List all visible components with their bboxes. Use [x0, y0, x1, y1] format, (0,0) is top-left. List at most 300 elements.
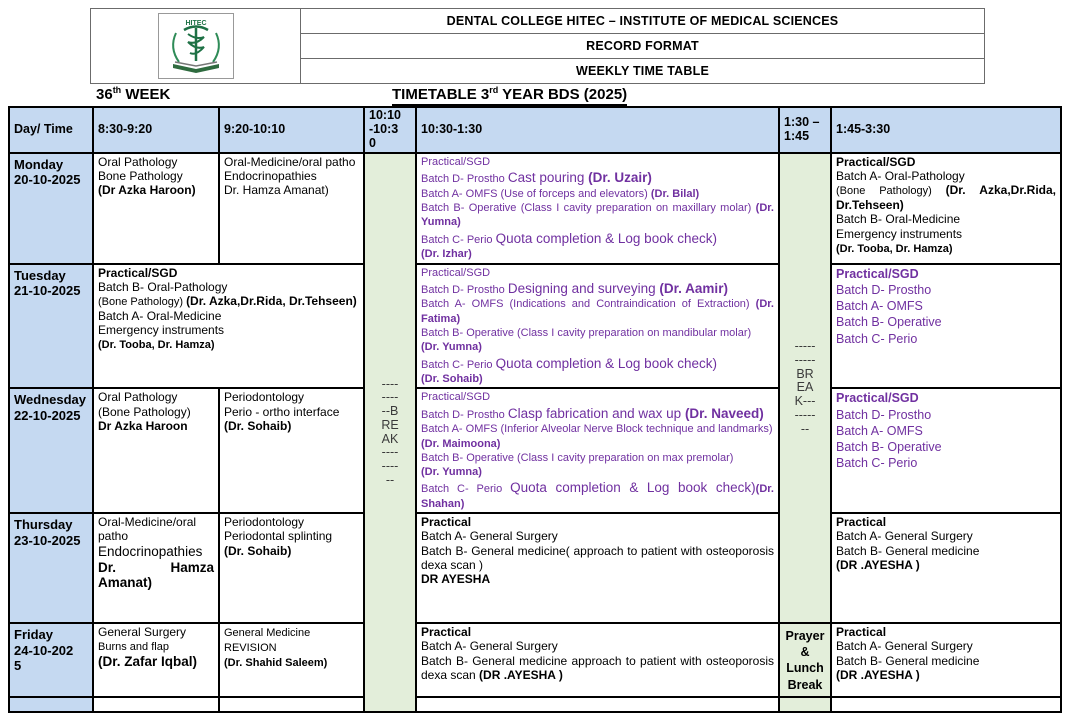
- cell-line: [98, 405, 214, 419]
- cell-text: (Dr. Aamir): [659, 280, 728, 296]
- cell-text: Bone Pathology: [98, 169, 183, 184]
- cell-line: [421, 326, 774, 340]
- cell-line: [98, 337, 359, 352]
- cell-line: [784, 340, 826, 354]
- column-header-break-1: [364, 107, 416, 153]
- timetable-row: [9, 264, 1061, 389]
- cell-text: Periodontal splinting: [224, 529, 333, 544]
- cell-text: Batch A- OMFS (Indications and Contraindication of Extraction): [421, 298, 756, 311]
- cell-text: (DR .AYESHA ): [479, 667, 563, 682]
- cell-text: (Dr. Sohaib): [224, 543, 292, 558]
- cell-text: -10:3: [369, 122, 399, 137]
- cell-text: Designing and surveying: [507, 280, 660, 296]
- cell-text: Batch A- OMFS: [836, 299, 923, 314]
- cell-text: Batch C- Perio: [421, 233, 496, 246]
- cell-line: [836, 407, 1056, 423]
- cell-text: Clasp fabrication and wax up: [507, 405, 685, 421]
- timetable-title: [392, 85, 627, 106]
- prayer-lunch-break-cell: [779, 623, 831, 697]
- cell-text: Tuesday: [14, 267, 66, 283]
- cell-line: [784, 381, 826, 395]
- cell-line: [14, 392, 88, 407]
- cell-line: [421, 572, 774, 586]
- cell-text: (Dr. Shahan): [421, 483, 774, 511]
- cell-line: [421, 187, 774, 201]
- cell-line: [14, 408, 88, 423]
- week-label: [96, 85, 170, 103]
- cell-text: REVISION: [224, 642, 277, 655]
- cell-text: Burns and flap: [98, 641, 169, 654]
- hitec-logo: [158, 13, 234, 79]
- column-header-day-time: [9, 107, 93, 153]
- timetable-row: [9, 697, 1061, 712]
- cell-line: [836, 183, 1056, 212]
- cell-line: [421, 247, 774, 261]
- cell-line: [421, 465, 774, 479]
- cell-line: [224, 419, 359, 433]
- cell-line: [836, 314, 1056, 330]
- cell-text: Batch C- Perio: [421, 483, 511, 496]
- cell-text: (Bone Pathology): [98, 404, 191, 419]
- cell-text: (Dr. Yumna): [421, 202, 774, 229]
- timetable-cell: [831, 153, 1061, 264]
- morning-break-cell: [364, 153, 416, 712]
- cell-line: [369, 109, 411, 123]
- cell-text: Batch D- Prostho: [421, 173, 508, 186]
- cell-text: Batch A- Oral-Medicine: [98, 308, 222, 323]
- cell-line: [421, 544, 774, 572]
- cell-text: Dr Azka Haroon: [98, 418, 188, 433]
- cell-line: [224, 155, 359, 169]
- cell-text: 24-10-202: [14, 642, 74, 658]
- cell-text: K---: [794, 394, 816, 409]
- cell-line: [421, 297, 774, 326]
- cell-text: Batch A- OMFS: [836, 423, 923, 438]
- cell-line: [421, 355, 774, 373]
- cell-text: 9:20-10:10: [224, 122, 286, 137]
- timetable-cell: [219, 513, 364, 623]
- cell-text: General Surgery: [98, 625, 187, 640]
- cell-text: Oral-Medicine/oral patho: [98, 515, 197, 544]
- cell-line: [836, 529, 1056, 543]
- weekly-timetable-label: WEEKLY TIME TABLE: [575, 64, 710, 78]
- cell-line: [224, 405, 359, 419]
- timetable-row: [9, 107, 1061, 153]
- cell-line: [836, 625, 1056, 639]
- cell-text: Perio - ortho interface: [224, 404, 340, 419]
- cell-text: Practical/SGD: [98, 265, 178, 280]
- cell-text: (Dr. Yumna): [421, 466, 482, 479]
- cell-line: [369, 405, 411, 419]
- cell-line: [421, 529, 774, 543]
- cell-line: [784, 423, 826, 437]
- timetable-row: [9, 513, 1061, 623]
- cell-line: [784, 395, 826, 409]
- timetable-cell: [219, 153, 364, 264]
- cell-line: [224, 625, 359, 640]
- cell-text: Emergency instruments: [836, 226, 963, 241]
- cell-line: [98, 390, 214, 404]
- cell-text: Practical/SGD: [836, 266, 919, 281]
- timetable-cell: [831, 697, 1061, 712]
- cell-text: Prayer & Lunch Break: [785, 628, 825, 692]
- cell-text: Thursday: [14, 517, 73, 533]
- cell-line: [98, 625, 214, 639]
- cell-line: [369, 446, 411, 460]
- cell-line: [14, 643, 88, 658]
- cell-line: [369, 378, 411, 392]
- cell-text: Emergency instruments: [98, 323, 225, 338]
- cell-text: Endocrinopathies: [98, 543, 203, 559]
- day-cell-monday: [9, 153, 93, 264]
- cell-text: ----: [381, 459, 399, 474]
- caduceus-icon: [166, 17, 226, 75]
- cell-line: [836, 423, 1056, 439]
- cell-text: Batch A- OMFS (Inferior Alveolar Nerve Block technique and landmarks): [421, 423, 773, 436]
- cell-text: (Dr. Fatima): [421, 298, 774, 325]
- cell-text: 1:45-3:30: [836, 122, 891, 137]
- cell-line: [784, 409, 826, 423]
- cell-text: Quota completion & Log book check): [495, 355, 717, 371]
- cell-line: [98, 515, 214, 543]
- cell-text: Batch A- OMFS (Use of forceps and elevators): [421, 187, 651, 200]
- cell-line: [369, 433, 411, 447]
- timetable-ordinal-suffix: rd: [489, 85, 499, 95]
- cell-line: [836, 544, 1056, 558]
- cell-text: (Dr. Zafar Iqbal): [98, 654, 198, 670]
- cell-text: Batch B- General medicine approach to patient with osteoporosis dexa scan: [421, 653, 774, 682]
- cell-line: [421, 340, 774, 354]
- column-header-period-4: [831, 107, 1061, 153]
- timetable-cell: [779, 697, 831, 712]
- cell-text: Batch A- General Surgery: [421, 529, 558, 544]
- cell-line: [224, 640, 359, 655]
- cell-text: Batch C- Perio: [421, 358, 496, 371]
- cell-text: Practical/SGD: [836, 391, 919, 406]
- cell-line: [14, 533, 88, 548]
- timetable-row: [9, 623, 1061, 697]
- cell-line: [98, 639, 214, 654]
- cell-text: 20-10-2025: [14, 172, 81, 188]
- cell-line: [784, 116, 826, 130]
- cell-line: [98, 155, 214, 169]
- cell-text: 0: [369, 135, 376, 150]
- timetable-cell: [416, 388, 779, 513]
- cell-line: [421, 201, 774, 230]
- cell-text: Batch B- General medicine: [836, 543, 980, 558]
- cell-line: [836, 515, 1056, 529]
- timetable-cell: [93, 264, 364, 389]
- empty-day-cell: [9, 697, 93, 712]
- cell-line: [98, 560, 214, 592]
- timetable-cell: [416, 513, 779, 623]
- record-format-label: RECORD FORMAT: [301, 34, 984, 59]
- cell-text: -----: [794, 352, 816, 367]
- cell-line: [836, 169, 1056, 183]
- cell-line: [421, 123, 774, 137]
- cell-text: -----: [794, 407, 816, 422]
- cell-text: Batch A- Oral-Pathology: [836, 169, 965, 184]
- cell-line: [421, 280, 774, 298]
- cell-text: Practical/SGD: [421, 266, 491, 279]
- timetable-cell: [416, 697, 779, 712]
- timetable-cell: [93, 623, 219, 697]
- cell-line: [224, 529, 359, 543]
- cell-line: [421, 654, 774, 682]
- cell-text: Batch B- Operative (Class I cavity preparation on mandibular molar): [421, 327, 752, 340]
- cell-line: [14, 268, 88, 283]
- column-header-period-1: [93, 107, 219, 153]
- cell-text: Practical/SGD: [836, 155, 916, 169]
- day-cell-tuesday: [9, 264, 93, 389]
- cell-text: Batch B- Operative: [836, 315, 942, 330]
- cell-line: [836, 654, 1056, 668]
- cell-text: Cast pouring: [507, 170, 589, 186]
- cell-line: [836, 282, 1056, 298]
- cell-text: (Bone Pathology): [98, 295, 187, 308]
- cell-text: General Medicine: [224, 627, 311, 640]
- cell-line: [98, 294, 359, 309]
- cell-text: --: [385, 472, 395, 487]
- cell-text: ----: [381, 376, 399, 391]
- cell-text: 21-10-2025: [14, 282, 81, 298]
- cell-text: 1:45: [784, 129, 810, 143]
- cell-text: DR AYESHA: [421, 571, 491, 586]
- cell-text: -----: [794, 339, 816, 354]
- cell-line: [369, 460, 411, 474]
- column-header-period-2: [219, 107, 364, 153]
- cell-text: ----: [381, 445, 399, 460]
- banner-text-rows: [301, 9, 984, 83]
- cell-line: [14, 172, 88, 187]
- cell-text: EA: [796, 380, 814, 395]
- cell-line: [14, 658, 88, 673]
- cell-line: [98, 544, 214, 560]
- day-cell-wednesday: [9, 388, 93, 513]
- cell-line: [14, 627, 88, 642]
- afternoon-break-cell: [779, 153, 831, 623]
- cell-line: [421, 372, 774, 386]
- cell-line: [836, 390, 1056, 406]
- cell-text: Practical: [421, 625, 472, 640]
- cell-text: RE: [381, 417, 399, 432]
- timetable-cell: [93, 697, 219, 712]
- cell-line: [421, 230, 774, 248]
- cell-text: 1:30 –: [784, 115, 820, 130]
- week-number: 36: [96, 86, 113, 103]
- college-title: DENTAL COLLEGE HITEC – INSTITUTE OF MEDICAL SCIENCES: [301, 9, 984, 34]
- cell-text: (Dr. Tooba, Dr. Hamza): [98, 339, 215, 352]
- cell-text: Batch D- Prostho: [836, 282, 932, 297]
- week-word: WEEK: [121, 86, 171, 103]
- cell-text: Quota completion & Log book check): [510, 480, 756, 496]
- cell-line: [98, 309, 359, 323]
- cell-text: Endocrinopathies: [224, 169, 317, 184]
- cell-line: [782, 628, 828, 693]
- timetable-cell: [416, 623, 779, 697]
- cell-text: Batch B- Oral-Medicine: [836, 212, 961, 227]
- cell-text: Batch D- Prostho: [421, 283, 508, 296]
- cell-text: Dr. Hamza Amanat): [98, 559, 214, 591]
- cell-text: (DR .AYESHA ): [836, 667, 920, 682]
- cell-line: [836, 558, 1056, 572]
- cell-text: Periodontology: [224, 515, 305, 530]
- timetable-title-suffix: YEAR BDS (2025): [498, 86, 628, 103]
- cell-line: [98, 169, 214, 183]
- cell-line: [14, 157, 88, 172]
- cell-text: (DR .AYESHA ): [836, 557, 920, 572]
- cell-line: [98, 183, 214, 197]
- cell-line: [224, 390, 359, 404]
- timetable-row: [9, 388, 1061, 513]
- cell-text: Oral Pathology: [98, 155, 178, 169]
- timetable-cell: [93, 388, 219, 513]
- cell-line: [421, 266, 774, 280]
- cell-line: [421, 479, 774, 511]
- cell-line: [421, 390, 774, 404]
- cell-text: --B: [381, 404, 399, 419]
- day-cell-thursday: [9, 513, 93, 623]
- cell-text: (Dr. Yumna): [421, 341, 482, 354]
- cell-text: (Dr. Izhar): [421, 248, 472, 261]
- timetable-cell: [416, 264, 779, 389]
- timetable-row: [9, 153, 1061, 264]
- cell-line: [836, 455, 1056, 471]
- cell-text: (Dr. Uzair): [588, 170, 652, 186]
- cell-text: 23-10-2025: [14, 532, 81, 548]
- timetable-cell: [219, 623, 364, 697]
- cell-line: [224, 655, 359, 670]
- timetable-cell: [93, 153, 219, 264]
- cell-text: 5: [14, 657, 22, 673]
- cell-text: Practical: [836, 625, 887, 640]
- cell-text: Batch A- General Surgery: [421, 639, 558, 654]
- cell-text: 8:30-9:20: [98, 122, 153, 137]
- cell-line: [98, 123, 214, 137]
- cell-line: [98, 280, 359, 294]
- cell-line: [14, 283, 88, 298]
- cell-text: Batch C- Perio: [836, 456, 918, 471]
- cell-text: 22-10-2025: [14, 407, 81, 423]
- cell-text: --: [800, 421, 810, 436]
- timetable-cell: [219, 388, 364, 513]
- cell-text: Oral-Medicine/oral patho: [224, 155, 356, 169]
- cell-text: Batch A- General Surgery: [836, 529, 973, 544]
- cell-line: [836, 668, 1056, 682]
- cell-text: (Dr. Sohaib): [421, 373, 483, 386]
- weekly-timetable: [8, 106, 1062, 713]
- cell-line: [836, 123, 1056, 137]
- cell-text: Batch D- Prostho: [836, 407, 932, 422]
- cell-text: (Dr. Tooba, Dr. Hamza): [836, 242, 953, 255]
- cell-line: [224, 515, 359, 529]
- cell-line: [369, 474, 411, 488]
- cell-line: [421, 625, 774, 639]
- cell-line: [224, 169, 359, 183]
- cell-text: Oral Pathology: [98, 390, 178, 405]
- cell-text: BR: [796, 366, 814, 381]
- cell-line: [224, 544, 359, 558]
- cell-line: [98, 654, 214, 670]
- week-ordinal-suffix: th: [112, 85, 122, 95]
- cell-text: Practical: [421, 515, 472, 530]
- cell-text: Practical/SGD: [421, 156, 491, 168]
- cell-text: (Dr. Shahid Saleem): [224, 657, 328, 670]
- cell-text: Periodontology: [224, 390, 305, 405]
- cell-line: [836, 639, 1056, 653]
- cell-line: [836, 155, 1056, 169]
- column-header-break-2: [779, 107, 831, 153]
- cell-line: [14, 123, 88, 137]
- cell-text: (Dr. Azka,Dr.Rida, Dr.Tehseen): [836, 183, 1056, 213]
- cell-text: (Dr. Sohaib): [224, 418, 292, 433]
- cell-text: Day/ Time: [14, 122, 73, 137]
- cell-line: [836, 439, 1056, 455]
- timetable-cell: [416, 153, 779, 264]
- cell-line: [784, 368, 826, 382]
- timetable-title-prefix: TIMETABLE 3: [392, 86, 490, 103]
- cell-text: Batch B- Operative (Class I cavity preparation on max premolar): [421, 451, 734, 464]
- cell-line: [421, 451, 774, 465]
- day-cell-friday: [9, 623, 93, 697]
- cell-text: (Bone Pathology): [836, 185, 946, 198]
- cell-text: Batch B- General medicine: [836, 653, 980, 668]
- cell-line: [369, 123, 411, 137]
- svg-text:HITEC: HITEC: [185, 20, 206, 27]
- cell-line: [836, 331, 1056, 347]
- cell-line: [98, 419, 214, 433]
- cell-text: Friday: [14, 627, 54, 643]
- cell-line: [421, 515, 774, 529]
- cell-line: [421, 169, 774, 187]
- cell-text: (Dr. Azka,Dr.Rida, Dr.Tehseen): [186, 293, 357, 308]
- cell-text: (Dr Azka Haroon): [98, 183, 196, 198]
- timetable-cell: [831, 513, 1061, 623]
- cell-line: [836, 298, 1056, 314]
- cell-text: Batch B- Operative (Class I cavity preparation on maxillary molar): [421, 202, 756, 215]
- cell-line: [98, 266, 359, 280]
- cell-line: [836, 266, 1056, 282]
- logo-cell: [91, 9, 301, 83]
- cell-text: 10:30-1:30: [421, 122, 483, 137]
- cell-text: Batch A- General Surgery: [836, 639, 973, 654]
- cell-text: (Dr. Maimoona): [421, 437, 501, 450]
- cell-line: [784, 354, 826, 368]
- cell-text: Batch C- Perio: [836, 331, 918, 346]
- cell-line: [224, 123, 359, 137]
- header-banner: [90, 8, 985, 84]
- cell-text: Wednesday: [14, 392, 87, 408]
- cell-line: [421, 155, 774, 169]
- cell-line: [224, 183, 359, 197]
- timetable-cell: [831, 623, 1061, 697]
- cell-line: [369, 419, 411, 433]
- cell-text: Quota completion & Log book check): [495, 230, 717, 246]
- cell-text: Practical/SGD: [421, 391, 491, 404]
- cell-line: [421, 639, 774, 653]
- cell-line: [369, 391, 411, 405]
- cell-text: Batch B- Oral-Pathology: [98, 279, 228, 294]
- cell-text: 10:10: [369, 108, 401, 123]
- cell-text: (Dr. Naveed): [684, 405, 764, 421]
- cell-line: [421, 405, 774, 423]
- cell-line: [836, 212, 1056, 226]
- cell-text: Batch D- Prostho: [421, 408, 508, 421]
- cell-text: AK: [381, 431, 399, 446]
- cell-text: Batch B- General medicine( approach to patient with osteoporosis dexa scan ): [421, 543, 774, 572]
- timetable-cell: [93, 513, 219, 623]
- cell-text: (Dr. Bilal): [650, 187, 700, 200]
